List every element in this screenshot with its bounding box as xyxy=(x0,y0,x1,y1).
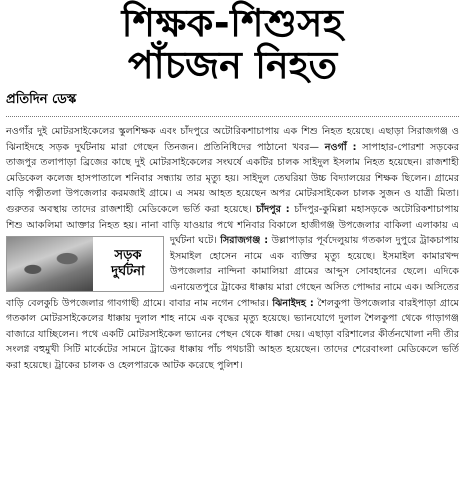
jhenaidah-report: শৈলকুপা উপজেলার বারইপাড়া গ্রামে গতকাল মোটরসাইকেলের ধাক্কায় দুলাল শাহ নামে এক বৃদ্ধের মৃত্যু হয়েছে। ভ্যানযোগে দুলাল শৈলকুপা থেকে গাড়াগঞ্জ বাজারে যাচ্ছিলেন। পথে একটি মোটরসাইকেল ভ্যানের পেছন থেকে ধাক্কা দেয়। এছাড়া বরিশালের কীর্তনখোলা নদী তীর সংলগ্ন বহুমুখী সিটি মার্কেটের সামনে ট্রাকের ধাক্কায় পাঁচ পথচারী আহত হয়েছেন। তাদের শেরেবাংলা মেডিকেলে ভর্তি করা হয়েছে। ট্রাকের চালক ও হেলপারকে আটক করেছে পুলিশ। xyxy=(6,297,459,371)
place-naogaon: নওগাঁ : xyxy=(324,141,357,153)
place-jhenaidah: ঝিনাইদহ : xyxy=(272,297,314,309)
naogaon-report: সাপাহার-পোরশা সড়কের তাজপুর তলাপাড়া ব্রিজের কাছে দুই মোটরসাইকেলের সংঘর্ষে একটির চালক সাইদুল ইসলাম নিহত হয়েছেন। রাজশাহী মেডিকেল কলেজ হাসপাতালে শনিবার সন্ধ্যায় তার মৃত্যু হয়। সাইদুল তেঘরিয়া উচ্চ বিদ্যালয়ের শিক্ষক ছিলেন। গ্রামের বাড়ি পত্নীতলা উপজেলার করমজাই গ্রামে। এ সময় আহত হয়েছেন অপর মোটরসাইকেল চালক সুজন ও যাত্রী মিতা। গুরুতর অবস্থায় তাদের রাজশাহী মেডিকেলে ভর্তি করা হয়েছে। xyxy=(6,141,459,215)
image-label xyxy=(93,237,163,291)
chandpur-report: চাঁদপুর-কুমিল্লা মহাসড়কে অটোরিকশাচাপায় শিশু আকলিমা আক্তার নিহত হয়। নানা বাড়ি যাওয়ার পথে শনিবার বিকালে হাজীগঞ্জ উপজেলার বাকিলা এলাকায় এ দুর্ঘটনা ঘটে। xyxy=(6,203,460,247)
headline-line-1: শিক্ষক-শিশুসহ xyxy=(121,1,344,45)
article-body xyxy=(6,124,459,374)
intro-text: নওগাঁর দুই মোটরসাইকেলের স্কুলশিক্ষক এবং চাঁদপুরে অটোরিকশাচাপায় এক শিশু নিহত হয়েছে। এছাড়া সিরাজগঞ্জ ও ঝিনাইদহে সড়ক দুর্ঘটনায় মারা গেছেন তিনজন। প্রতিনিধিদের পাঠানো খবর— xyxy=(6,126,459,153)
place-chandpur: চাঁদপুর : xyxy=(256,203,290,215)
dateline: প্রতিদিন ডেস্ক xyxy=(6,91,77,107)
divider xyxy=(6,116,459,117)
road-accident-image xyxy=(6,236,164,292)
image-label-line-1: সড়ক xyxy=(114,248,142,264)
place-sirajganj: সিরাজগঞ্জ : xyxy=(220,235,269,247)
image-label-line-2: দুর্ঘটনা xyxy=(111,264,145,280)
article-paragraph xyxy=(6,124,459,374)
headline-line-2: পাঁচজন নিহত xyxy=(127,42,338,87)
headline xyxy=(0,0,465,86)
accident-photo xyxy=(7,237,93,291)
sirajganj-report: উল্লাপাড়ার পূর্বদেলুয়ায় গতকাল দুপুরে ট্রাকচাপায় ইসমাইল হোসেন নামে এক ব্যক্তির মৃত্যু হয়েছে। ইসমাইল কামারখন্দ উপজেলার নান্দিনা কামালিয়া গ্রামের আব্দুস সোবহানের ছেলে। এদিকে এনায়েতপুরে ট্রাকের ধাক্কায় মারা গেছেন অসিত পোদ্দার নামে এক। অসিতের বাড়ি বেলকুচি উপজেলার গাবগাছী গ্রামে। বাবার নাম নগেন পোদ্দার। xyxy=(6,235,459,309)
